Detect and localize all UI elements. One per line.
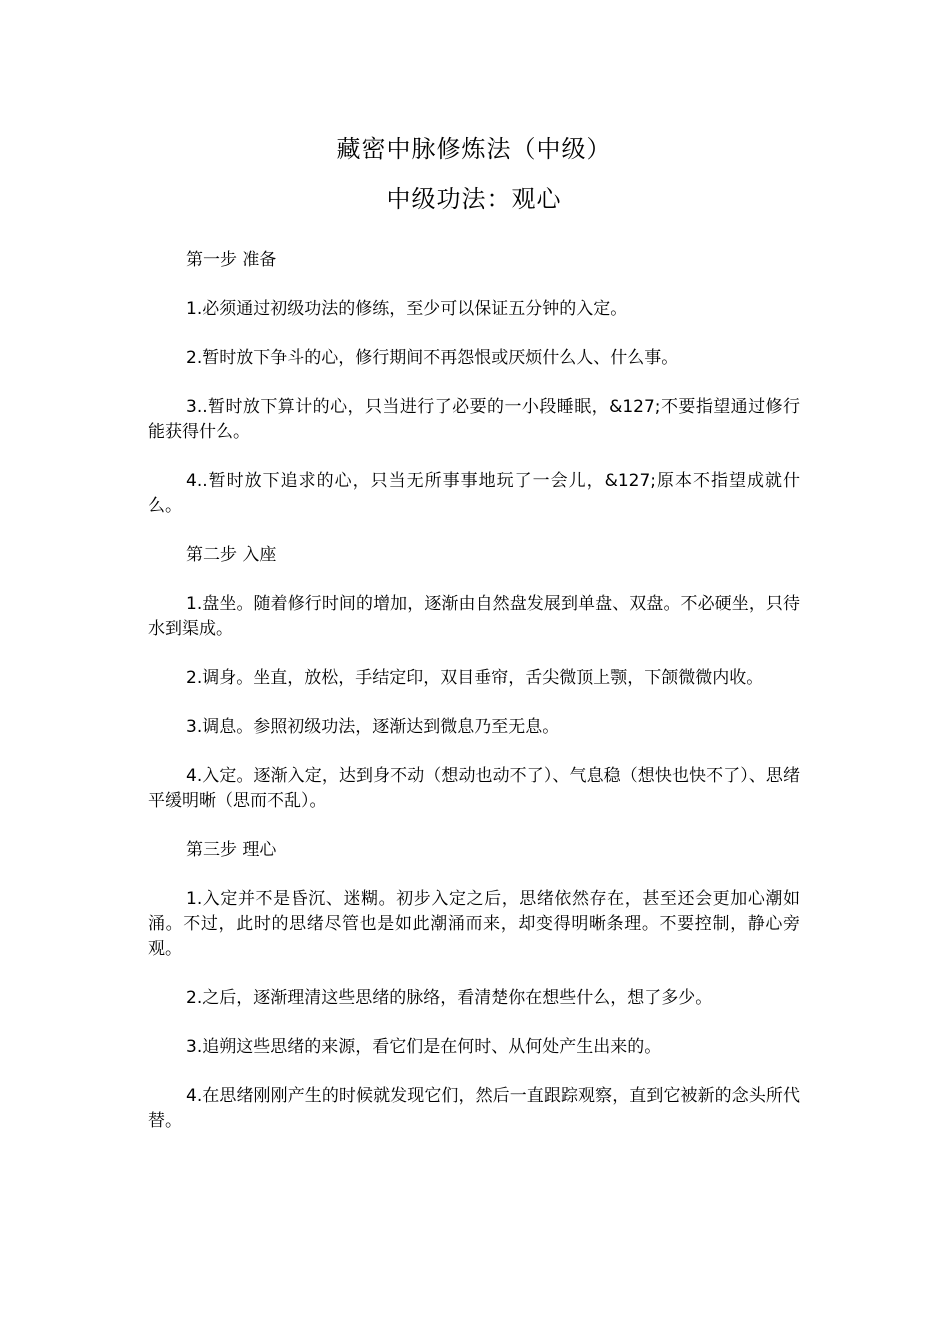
document-page [148, 132, 800, 1158]
section-heading-sitting: 第二步 入座 [186, 545, 277, 565]
section-3-item-1: 1.入定并不是昏沉、迷糊。初步入定之后，思绪依然存在，甚至还会更加心潮如涌。不过，此时的思绪尽管也是如此潮涌而来，却变得明晰条理。不要控制，静心旁观。 [148, 889, 800, 959]
section-3-item-2: 2.之后，逐渐理清这些思绪的脉络，看清楚你在想些什么，想了多少。 [186, 988, 713, 1008]
section-2-item-3: 3.调息。参照初级功法，逐渐达到微息乃至无息。 [186, 717, 560, 737]
section-2-item-2: 2.调身。坐直，放松，手结定印，双目垂帘，舌尖微顶上颚，下颌微微内收。 [186, 668, 764, 688]
section-1-item-3: 3..暂时放下算计的心，只当进行了必要的一小段睡眠，&127;不要指望通过修行能获得什么。 [148, 397, 800, 442]
section-1-item-4: 4..暂时放下追求的心，只当无所事事地玩了一会儿，&127;原本不指望成就什么。 [148, 471, 800, 516]
document-subtitle: 中级功法：观心 [386, 185, 562, 213]
section-1-item-2: 2.暂时放下争斗的心，修行期间不再怨恨或厌烦什么人、什么事。 [186, 348, 679, 368]
section-3-item-3: 3.追朔这些思绪的来源，看它们是在何时、从何处产生出来的。 [186, 1037, 662, 1057]
section-heading-preparation: 第一步 准备 [186, 250, 277, 270]
document-body [148, 248, 800, 1134]
document-title: 藏密中脉修炼法（中级） [336, 135, 612, 163]
section-3-item-4: 4.在思绪刚刚产生的时候就发现它们，然后一直跟踪观察，直到它被新的念头所代替。 [148, 1086, 800, 1131]
section-heading-mind: 第三步 理心 [186, 840, 277, 860]
section-1-item-1: 1.必须通过初级功法的修练，至少可以保证五分钟的入定。 [186, 299, 628, 319]
section-2-item-4: 4.入定。逐渐入定，达到身不动（想动也动不了）、气息稳（想快也快不了）、思绪平缓明晰（思而不乱）。 [148, 766, 800, 811]
section-2-item-1: 1.盘坐。随着修行时间的增加，逐渐由自然盘发展到单盘、双盘。不必硬坐，只待水到渠成。 [148, 594, 800, 639]
